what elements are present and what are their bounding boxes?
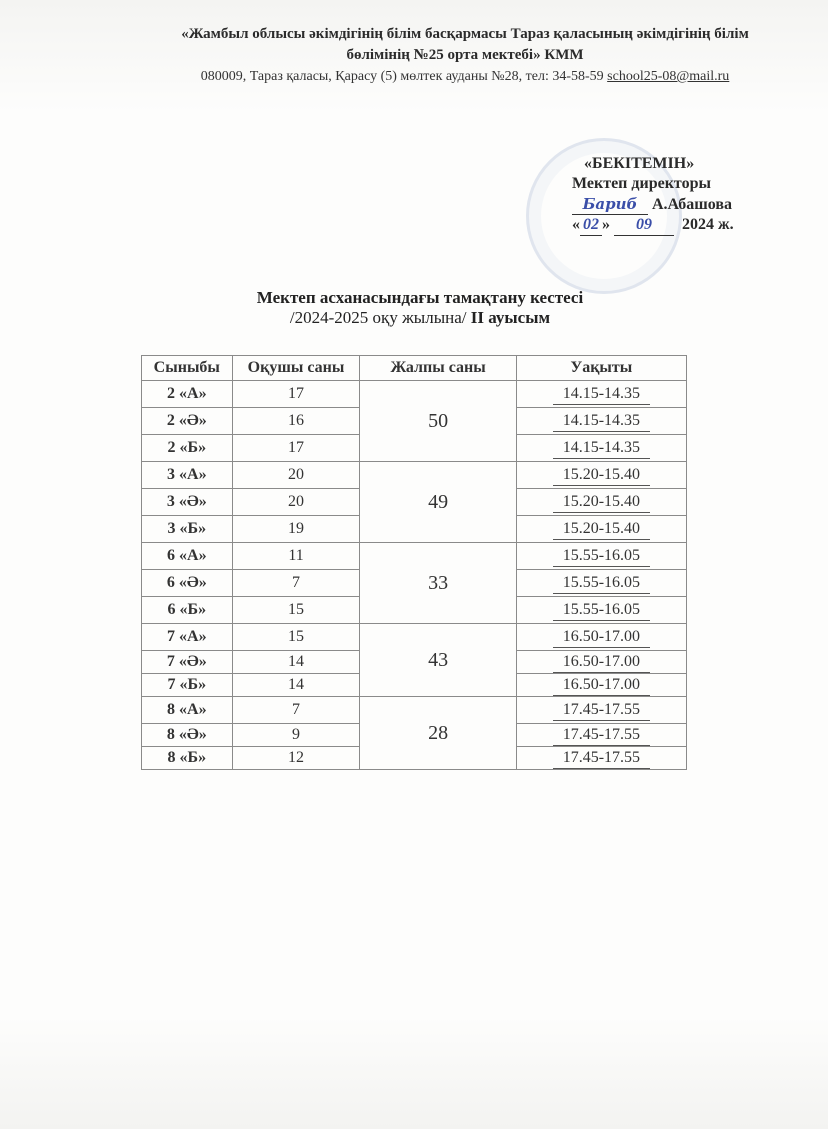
cell-time bbox=[516, 651, 686, 674]
table-row bbox=[142, 624, 687, 651]
time-value: 15.20-15.40 bbox=[553, 519, 650, 540]
cell-student-count: 17 bbox=[232, 381, 360, 408]
email-link[interactable]: school25-08@mail.ru bbox=[607, 69, 730, 84]
time-value: 15.20-15.40 bbox=[553, 492, 650, 513]
cell-class: 8 «А» bbox=[142, 697, 233, 724]
cell-time bbox=[516, 489, 686, 516]
cell-student-count: 11 bbox=[232, 543, 360, 570]
cell-time bbox=[516, 674, 686, 697]
date-day: 02 bbox=[580, 215, 602, 236]
meal-schedule-table bbox=[141, 355, 687, 770]
cell-student-count: 19 bbox=[232, 516, 360, 543]
cell-group-total: 49 bbox=[360, 462, 516, 543]
cell-student-count: 12 bbox=[232, 747, 360, 770]
cell-student-count: 7 bbox=[232, 570, 360, 597]
time-value: 17.45-17.55 bbox=[553, 700, 650, 721]
table-row bbox=[142, 381, 687, 408]
title-year: /2024-2025 оқу жылына/ bbox=[289, 308, 471, 327]
cell-group-total: 33 bbox=[360, 543, 516, 624]
cell-student-count: 15 bbox=[232, 597, 360, 624]
approver-name: А.Абашова bbox=[652, 196, 733, 213]
time-value: 14.15-14.35 bbox=[553, 411, 650, 432]
table-row bbox=[142, 697, 687, 724]
time-value: 15.55-16.05 bbox=[553, 573, 650, 594]
cell-time bbox=[516, 747, 686, 770]
date-quote-close: » bbox=[602, 216, 610, 233]
time-value: 15.20-15.40 bbox=[553, 465, 650, 486]
table-header-row bbox=[142, 356, 687, 381]
cell-student-count: 16 bbox=[232, 408, 360, 435]
date-month: 09 bbox=[614, 215, 674, 236]
time-value: 14.15-14.35 bbox=[553, 384, 650, 405]
cell-class: 6 «Ә» bbox=[142, 570, 233, 597]
cell-student-count: 15 bbox=[232, 624, 360, 651]
cell-time bbox=[516, 697, 686, 724]
header-student-count: Оқушы саны bbox=[232, 356, 360, 381]
header-total: Жалпы саны bbox=[360, 356, 516, 381]
title-line1: Мектеп асханасындағы тамақтану кестесі bbox=[256, 288, 584, 307]
cell-class: 7 «Ә» bbox=[142, 651, 233, 674]
address-line bbox=[120, 66, 810, 87]
approval-block bbox=[572, 154, 812, 236]
cell-class: 3 «А» bbox=[142, 462, 233, 489]
date-year: 2024 ж. bbox=[682, 216, 734, 233]
cell-time bbox=[516, 462, 686, 489]
cell-time bbox=[516, 597, 686, 624]
time-value: 16.50-17.00 bbox=[553, 627, 650, 648]
time-value: 14.15-14.35 bbox=[553, 438, 650, 459]
time-value: 17.45-17.55 bbox=[553, 725, 650, 746]
cell-group-total: 50 bbox=[360, 381, 516, 462]
document-title bbox=[200, 288, 640, 328]
approver-position: Мектеп директоры bbox=[572, 175, 711, 192]
approval-date bbox=[572, 215, 812, 236]
cell-class: 2 «Ә» bbox=[142, 408, 233, 435]
signature-line bbox=[572, 194, 812, 215]
table-row bbox=[142, 462, 687, 489]
cell-class: 7 «Б» bbox=[142, 674, 233, 697]
title-shift: II ауысым bbox=[470, 308, 551, 327]
date-quote-open: « bbox=[572, 216, 580, 233]
time-value: 15.55-16.05 bbox=[553, 600, 650, 621]
cell-student-count: 20 bbox=[232, 462, 360, 489]
cell-student-count: 7 bbox=[232, 697, 360, 724]
cell-class: 8 «Б» bbox=[142, 747, 233, 770]
cell-time bbox=[516, 724, 686, 747]
time-value: 16.50-17.00 bbox=[553, 675, 650, 696]
cell-class: 8 «Ә» bbox=[142, 724, 233, 747]
cell-time bbox=[516, 381, 686, 408]
cell-student-count: 20 bbox=[232, 489, 360, 516]
header-class: Сыныбы bbox=[142, 356, 233, 381]
cell-class: 6 «А» bbox=[142, 543, 233, 570]
approval-title: «БЕКІТЕМІН» bbox=[584, 155, 695, 172]
table-row bbox=[142, 543, 687, 570]
cell-student-count: 17 bbox=[232, 435, 360, 462]
cell-student-count: 14 bbox=[232, 651, 360, 674]
org-name-line2: бөлімінің №25 орта мектебі» КММ bbox=[346, 47, 584, 63]
cell-time bbox=[516, 624, 686, 651]
time-value: 15.55-16.05 bbox=[553, 546, 650, 567]
cell-class: 3 «Ә» bbox=[142, 489, 233, 516]
time-value: 16.50-17.00 bbox=[553, 652, 650, 673]
cell-time bbox=[516, 408, 686, 435]
address-text: 080009, Тараз қаласы, Қарасу (5) мөлтек ауданы №28, тел: 34-58-59 bbox=[200, 69, 608, 84]
title-line2 bbox=[200, 308, 640, 328]
cell-time bbox=[516, 543, 686, 570]
cell-student-count: 14 bbox=[232, 674, 360, 697]
cell-class: 2 «А» bbox=[142, 381, 233, 408]
cell-group-total: 43 bbox=[360, 624, 516, 697]
cell-group-total: 28 bbox=[360, 697, 516, 770]
cell-class: 7 «А» bbox=[142, 624, 233, 651]
cell-time bbox=[516, 435, 686, 462]
cell-time bbox=[516, 516, 686, 543]
cell-class: 3 «Б» bbox=[142, 516, 233, 543]
org-name-line1: «Жамбыл облысы әкімдігінің білім басқармасы Тараз қаласының әкімдігінің білім bbox=[181, 26, 749, 42]
letterhead bbox=[120, 24, 810, 87]
cell-time bbox=[516, 570, 686, 597]
cell-class: 2 «Б» bbox=[142, 435, 233, 462]
header-time: Уақыты bbox=[516, 356, 686, 381]
cell-class: 6 «Б» bbox=[142, 597, 233, 624]
cell-student-count: 9 bbox=[232, 724, 360, 747]
signature: Бариб bbox=[572, 194, 648, 215]
time-value: 17.45-17.55 bbox=[553, 748, 650, 769]
